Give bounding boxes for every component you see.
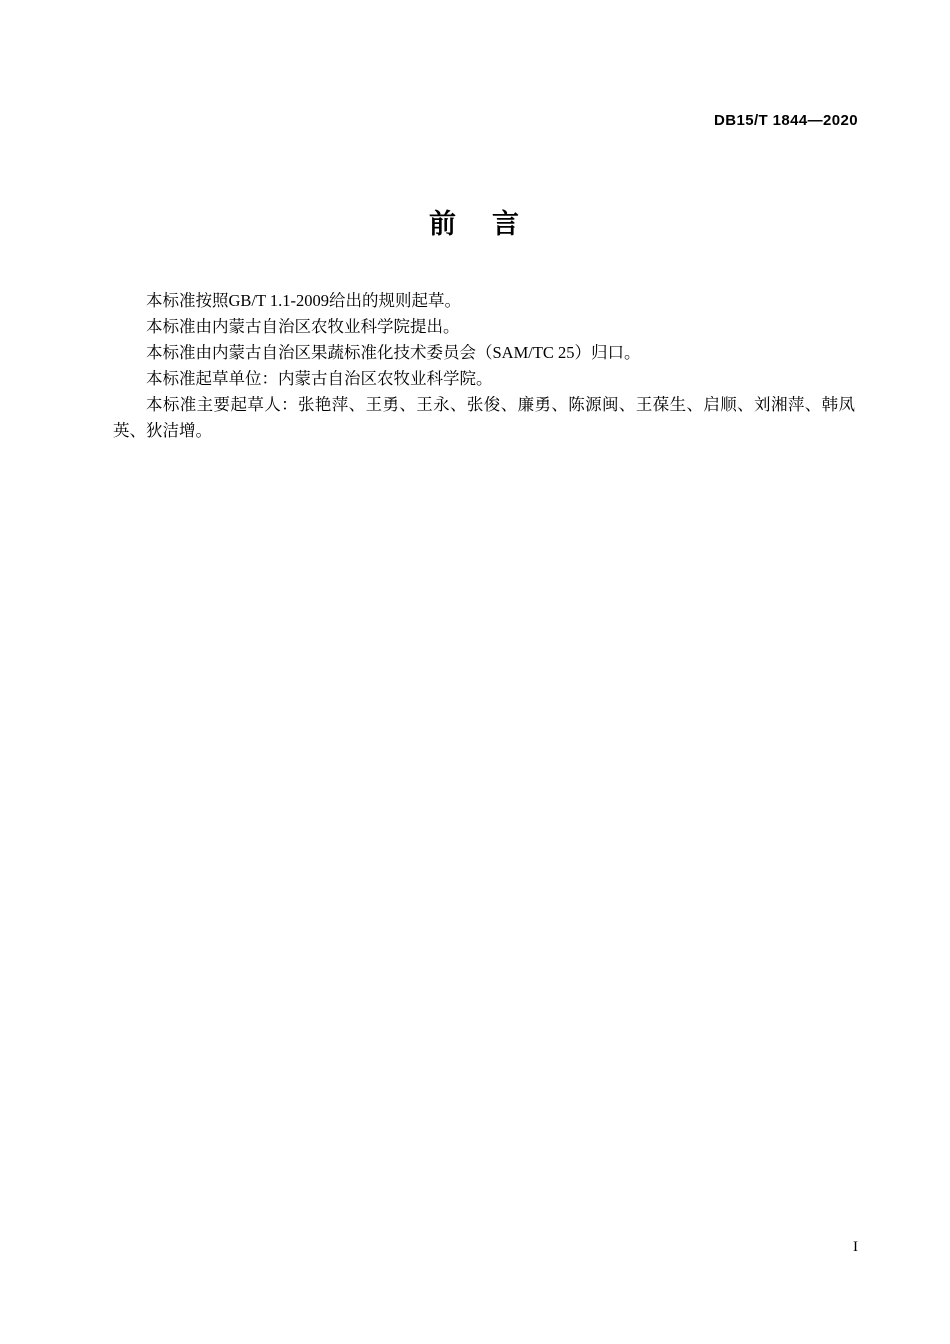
page-title	[0, 202, 950, 241]
page-title-char-2: 言	[492, 209, 521, 239]
foreword-paragraph: 本标准按照GB/T 1.1-2009给出的规则起草。	[146, 291, 462, 310]
foreword-paragraph: 本标准由内蒙古自治区果蔬标准化技术委员会（SAM/TC 25）归口。	[146, 343, 641, 362]
foreword-body	[113, 288, 855, 444]
foreword-paragraph: 本标准起草单位：内蒙古自治区农牧业科学院。	[146, 369, 493, 388]
page-title-char-1: 前	[429, 209, 458, 239]
standard-code-header: DB15/T 1844—2020	[714, 112, 858, 129]
page-number: I	[853, 1239, 858, 1255]
foreword-paragraph: 本标准主要起草人：张艳萍、王勇、王永、张俊、廉勇、陈源闽、王葆生、启顺、刘湘萍、韩凤英、狄洁增。	[113, 395, 855, 440]
foreword-paragraph: 本标准由内蒙古自治区农牧业科学院提出。	[146, 317, 460, 336]
